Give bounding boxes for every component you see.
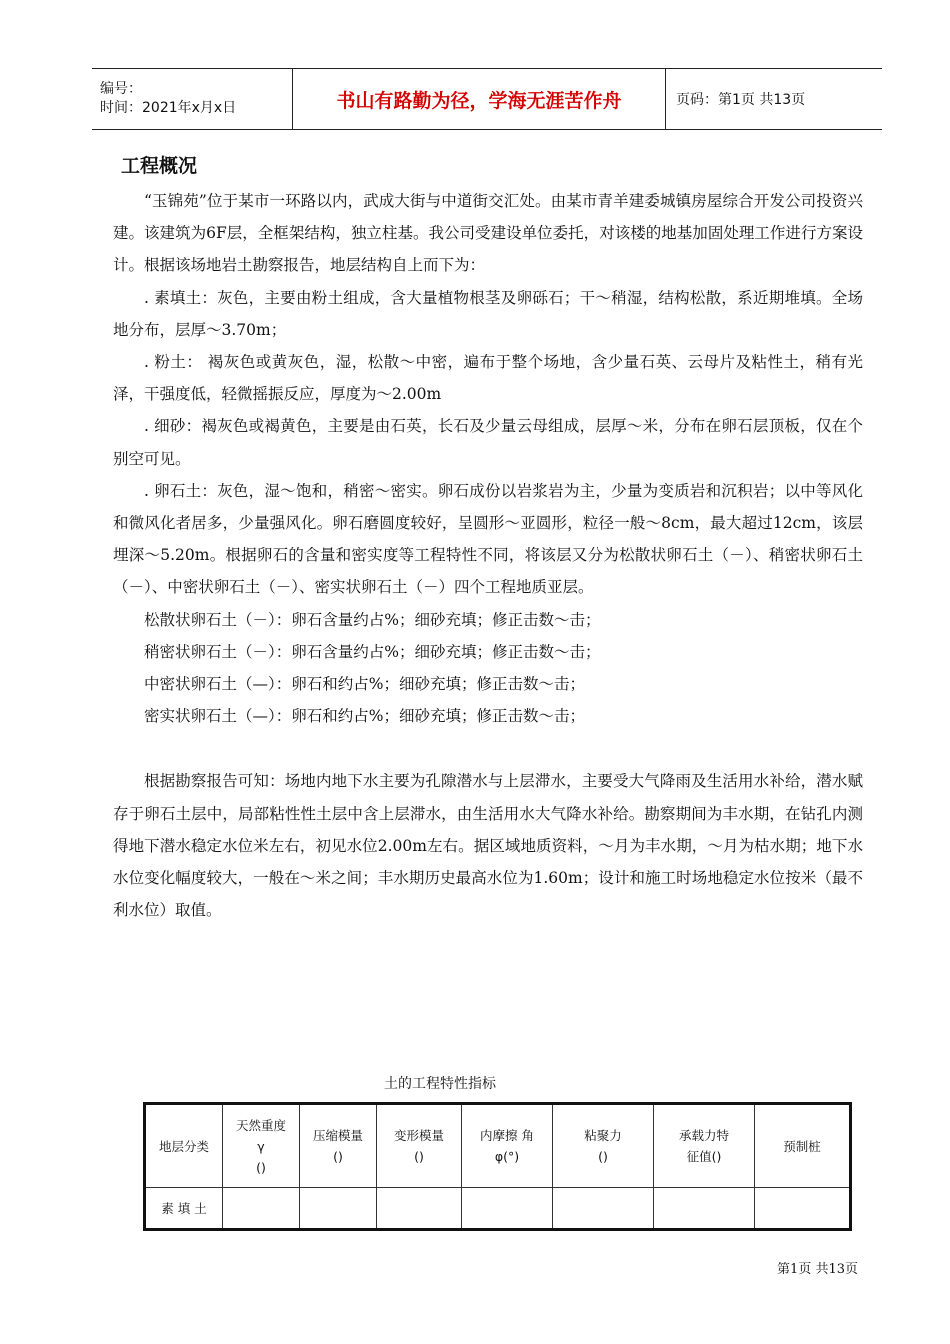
paragraph-pebble-soil: . 卵石土：灰色，湿～饱和，稍密～密实。卵石成份以岩浆岩为主，少量为变质岩和沉积岩；以中等风化和微风化者居多，少量强风化。卵石磨圆度较好，呈圆形～亚圆形，粒径一般～8cm，最大超过12cm，该层埋深～5.20m。根据卵石的含量和密实度等工程特性不同，将该层又分为松散状卵石土（－）、稍密状卵石土（－）、中密状卵石土（－）、密实状卵石土（－）四个工程地质亚层。 [113, 481, 863, 597]
section-title: 工程概况 [121, 155, 198, 177]
table-cell [223, 1188, 300, 1230]
table-cell [462, 1188, 553, 1230]
sublayer-slightly-dense: 稍密状卵石土（－）：卵石含量约占%；细砂充填；修正击数～击； [144, 642, 601, 661]
motto-text: 书山有路勤为径，学海无涯苦作舟 [336, 89, 622, 112]
paragraph-silt: . 粉土： 褐灰色或黄灰色，湿，松散～中密，遍布于整个场地，含少量石英、云母片及粘性土，稍有光泽，干强度低，轻微摇振反应，厚度为～2.00m [113, 353, 863, 404]
table-cell [300, 1188, 377, 1230]
document-body [113, 185, 863, 926]
sublayer-medium-dense: 中密状卵石土（—）：卵石和约占%；细砂充填；修正击数～击； [144, 675, 585, 694]
table-cell [377, 1188, 462, 1230]
header-meta [92, 69, 292, 129]
page-footer: 第1页 共13页 [777, 1262, 858, 1277]
header-motto [292, 69, 666, 129]
number-label: 编号： [100, 81, 142, 97]
table-caption: 土的工程特性指标 [384, 1076, 496, 1092]
table-header-row [145, 1104, 851, 1188]
page-header [92, 68, 882, 130]
page-number-label: 页码：第1页 共13页 [676, 92, 806, 108]
sublayer-dense: 密实状卵石土（—）：卵石和约占%；细砂充填；修正击数～击； [144, 707, 585, 726]
paragraph-intro: “玉锦苑”位于某市一环路以内，武成大街与中道街交汇处。由某市青羊建委城镇房屋综合开发公司投资兴建。该建筑为6F层，全框架结构，独立柱基。我公司受建设单位委托，对该楼的地基加固处理工作进行方案设计。根据该场地岩土勘察报告，地层结构自上而下为： [113, 192, 863, 275]
header-bearing-capacity: 承载力特 征值() [654, 1104, 755, 1188]
header-precast-pile: 预制桩 [755, 1104, 851, 1188]
table-row [145, 1188, 851, 1230]
sublayer-loose: 松散状卵石土（－）：卵石含量约占%；细砂充填；修正击数～击； [144, 610, 601, 629]
header-unit-weight: 天然重度 γ () [223, 1104, 300, 1188]
header-compression-modulus: 压缩模量 () [300, 1104, 377, 1188]
header-friction-angle: 内摩擦 角 φ(°) [462, 1104, 553, 1188]
header-deformation-modulus: 变形模量 () [377, 1104, 462, 1188]
paragraph-fill-soil: . 素填土：灰色，主要由粉土组成，含大量植物根茎及卵砾石；干～稍湿，结构松散，系近期堆填。全场地分布，层厚～3.70m； [113, 288, 863, 339]
soil-properties-table [143, 1102, 852, 1231]
header-layer-class: 地层分类 [145, 1104, 223, 1188]
row-label-fill-soil: 素 填 土 [145, 1188, 223, 1230]
table-cell [553, 1188, 654, 1230]
time-label: 时间：2021年x月x日 [100, 100, 237, 116]
paragraph-fine-sand: . 细砂：褐灰色或褐黄色，主要是由石英，长石及少量云母组成，层厚～米，分布在卵石层顶板，仅在个别空可见。 [113, 417, 863, 468]
paragraph-groundwater: 根据勘察报告可知：场地内地下水主要为孔隙潜水与上层滞水，主要受大气降雨及生活用水补给，潜水赋存于卵石土层中，局部粘性性土层中含上层滞水，由生活用水大气降水补给。勘察期间为丰水期，在钻孔内测得地下潜水稳定水位米左右，初见水位2.00m左右。据区域地质资料，～月为丰水期，～月为枯水期；地下水水位变化幅度较大，一般在～米之间；丰水期历史最高水位为1.60m；设计和施工时场地稳定水位按米（最不利水位）取值。 [113, 772, 863, 920]
header-cohesion: 粘聚力 () [553, 1104, 654, 1188]
table-cell [654, 1188, 755, 1230]
table-cell [755, 1188, 851, 1230]
